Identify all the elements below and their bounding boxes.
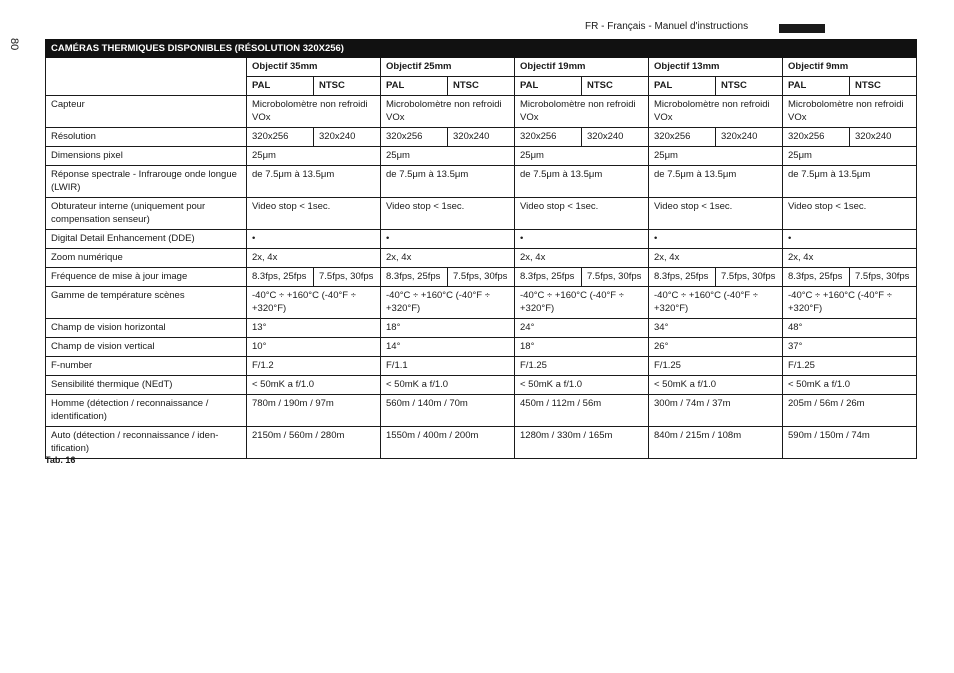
table-cell: 300m / 74m / 37m (649, 395, 783, 427)
table-cell: 2x, 4x (515, 249, 649, 268)
standard-header-pal: PAL (247, 77, 314, 96)
row-label: Résolution (46, 128, 247, 147)
table-cell: 320x240 (850, 128, 917, 147)
table-cell: 320x256 (783, 128, 850, 147)
objectives-header-row (46, 58, 917, 77)
table-cell: 25μm (649, 147, 783, 166)
page-number: 80 (8, 38, 20, 51)
table-cell: 8.3fps, 25fps (783, 268, 850, 287)
table-cell: 8.3fps, 25fps (515, 268, 582, 287)
table-cell: Microbolomètre non refroidi VOx (381, 96, 515, 128)
table-cell: 25μm (247, 147, 381, 166)
table-cell: < 50mK a f/1.0 (783, 376, 917, 395)
row-label: Réponse spectrale - Infrarouge onde longue (LWIR) (46, 166, 247, 198)
table-cell: 26° (649, 338, 783, 357)
table-row (46, 230, 917, 249)
table-cell: -40°C ÷ +160°C (-40°F ÷ +320°F) (247, 287, 381, 319)
table-cell: F/1.25 (649, 357, 783, 376)
table-cell: 34° (649, 319, 783, 338)
table-cell: < 50mK a f/1.0 (247, 376, 381, 395)
table-cell: < 50mK a f/1.0 (515, 376, 649, 395)
table-cell: Video stop < 1sec. (247, 198, 381, 230)
table-cell: 7.5fps, 30fps (448, 268, 515, 287)
table-cell: 320x240 (716, 128, 783, 147)
table-row (46, 268, 917, 287)
table-cell: 840m / 215m / 108m (649, 427, 783, 459)
table-cell: 8.3fps, 25fps (381, 268, 448, 287)
table-cell: • (515, 230, 649, 249)
table-row (46, 96, 917, 128)
table-cell: 8.3fps, 25fps (247, 268, 314, 287)
table-row (46, 376, 917, 395)
standard-header-ntsc: NTSC (582, 77, 649, 96)
table-cell: 7.5fps, 30fps (716, 268, 783, 287)
row-label: Homme (détection / reconnaissance / identification) (46, 395, 247, 427)
table-cell: 18° (515, 338, 649, 357)
table-cell: 48° (783, 319, 917, 338)
objective-header: Objectif 9mm (783, 58, 917, 77)
table-cell: • (247, 230, 381, 249)
table-caption: Tab. 16 (45, 455, 76, 465)
table-cell: Video stop < 1sec. (649, 198, 783, 230)
row-label: Auto (détection / reconnaissance / iden-tification) (46, 427, 247, 459)
table-cell: 7.5fps, 30fps (850, 268, 917, 287)
standard-header-ntsc: NTSC (314, 77, 381, 96)
table-cell: 1550m / 400m / 200m (381, 427, 515, 459)
table-cell: F/1.25 (515, 357, 649, 376)
table-cell: 10° (247, 338, 381, 357)
table-cell: Microbolomètre non refroidi VOx (515, 96, 649, 128)
table-cell: 205m / 56m / 26m (783, 395, 917, 427)
header-bar (779, 24, 825, 33)
table-cell: -40°C ÷ +160°C (-40°F ÷ +320°F) (381, 287, 515, 319)
row-label: Champ de vision vertical (46, 338, 247, 357)
empty-header-cell (46, 58, 247, 96)
table-row (46, 287, 917, 319)
table-cell: F/1.1 (381, 357, 515, 376)
table-cell: 8.3fps, 25fps (649, 268, 716, 287)
table-cell: Microbolomètre non refroidi VOx (247, 96, 381, 128)
table-cell: 25μm (381, 147, 515, 166)
table-cell: 320x240 (582, 128, 649, 147)
row-label: Champ de vision horizontal (46, 319, 247, 338)
table-cell: 2x, 4x (783, 249, 917, 268)
table-cell: < 50mK a f/1.0 (649, 376, 783, 395)
table-cell: 780m / 190m / 97m (247, 395, 381, 427)
table-cell: Microbolomètre non refroidi VOx (649, 96, 783, 128)
table-cell: F/1.2 (247, 357, 381, 376)
table-row (46, 319, 917, 338)
table-row (46, 166, 917, 198)
row-label: Capteur (46, 96, 247, 128)
table-cell: de 7.5μm à 13.5μm (515, 166, 649, 198)
table-cell: • (649, 230, 783, 249)
table-cell: -40°C ÷ +160°C (-40°F ÷ +320°F) (783, 287, 917, 319)
table-cell: Video stop < 1sec. (783, 198, 917, 230)
table-cell: F/1.25 (783, 357, 917, 376)
table-row (46, 338, 917, 357)
table-cell: 560m / 140m / 70m (381, 395, 515, 427)
row-label: Dimensions pixel (46, 147, 247, 166)
table-row (46, 147, 917, 166)
table-cell: 590m / 150m / 74m (783, 427, 917, 459)
page-header-text: FR - Français - Manuel d'instructions (585, 21, 749, 32)
standard-header-pal: PAL (783, 77, 850, 96)
table-cell: Video stop < 1sec. (381, 198, 515, 230)
table-body (46, 96, 917, 459)
table-cell: 320x256 (649, 128, 716, 147)
row-label: Digital Detail Enhancement (DDE) (46, 230, 247, 249)
table-row (46, 128, 917, 147)
table-row (46, 427, 917, 459)
objective-header: Objectif 35mm (247, 58, 381, 77)
table-cell: -40°C ÷ +160°C (-40°F ÷ +320°F) (649, 287, 783, 319)
table-cell: 320x256 (381, 128, 448, 147)
table-cell: 37° (783, 338, 917, 357)
row-label: Gamme de température scènes (46, 287, 247, 319)
table-cell: 2x, 4x (649, 249, 783, 268)
table-row (46, 395, 917, 427)
table-cell: 7.5fps, 30fps (582, 268, 649, 287)
table-cell: 320x256 (247, 128, 314, 147)
table-cell: 2150m / 560m / 280m (247, 427, 381, 459)
table-cell: • (783, 230, 917, 249)
standard-header-ntsc: NTSC (448, 77, 515, 96)
standard-header-pal: PAL (515, 77, 582, 96)
standard-header-pal: PAL (381, 77, 448, 96)
objective-header: Objectif 13mm (649, 58, 783, 77)
table-cell: 25μm (783, 147, 917, 166)
table-row (46, 357, 917, 376)
table-cell: 25μm (515, 147, 649, 166)
specifications-table (45, 39, 917, 459)
table-cell: 450m / 112m / 56m (515, 395, 649, 427)
table-cell: 2x, 4x (247, 249, 381, 268)
table-cell: 18° (381, 319, 515, 338)
row-label: F-number (46, 357, 247, 376)
table-cell: 320x240 (314, 128, 381, 147)
table-cell: Microbolomètre non refroidi VOx (783, 96, 917, 128)
row-label: Obturateur interne (uniquement pour compensation senseur) (46, 198, 247, 230)
objective-header: Objectif 25mm (381, 58, 515, 77)
row-label: Sensibilité thermique (NEdT) (46, 376, 247, 395)
standard-header-ntsc: NTSC (716, 77, 783, 96)
table-cell: 7.5fps, 30fps (314, 268, 381, 287)
objective-header: Objectif 19mm (515, 58, 649, 77)
row-label: Fréquence de mise à jour image (46, 268, 247, 287)
standard-header-pal: PAL (649, 77, 716, 96)
table-cell: 1280m / 330m / 165m (515, 427, 649, 459)
table-cell: de 7.5μm à 13.5μm (649, 166, 783, 198)
table-cell: 320x256 (515, 128, 582, 147)
table-cell: • (381, 230, 515, 249)
table-cell: 2x, 4x (381, 249, 515, 268)
table-row (46, 198, 917, 230)
row-label: Zoom numérique (46, 249, 247, 268)
table-cell: < 50mK a f/1.0 (381, 376, 515, 395)
table-cell: 320x240 (448, 128, 515, 147)
table-cell: de 7.5μm à 13.5μm (247, 166, 381, 198)
standard-header-ntsc: NTSC (850, 77, 917, 96)
table-cell: Video stop < 1sec. (515, 198, 649, 230)
table-title-row (46, 40, 917, 58)
table-title: CAMÉRAS THERMIQUES DISPONIBLES (RÉSOLUTION 320X256) (46, 40, 917, 58)
table-cell: de 7.5μm à 13.5μm (381, 166, 515, 198)
table-cell: -40°C ÷ +160°C (-40°F ÷ +320°F) (515, 287, 649, 319)
table-cell: 14° (381, 338, 515, 357)
table-cell: de 7.5μm à 13.5μm (783, 166, 917, 198)
table-cell: 13° (247, 319, 381, 338)
table-row (46, 249, 917, 268)
table-cell: 24° (515, 319, 649, 338)
